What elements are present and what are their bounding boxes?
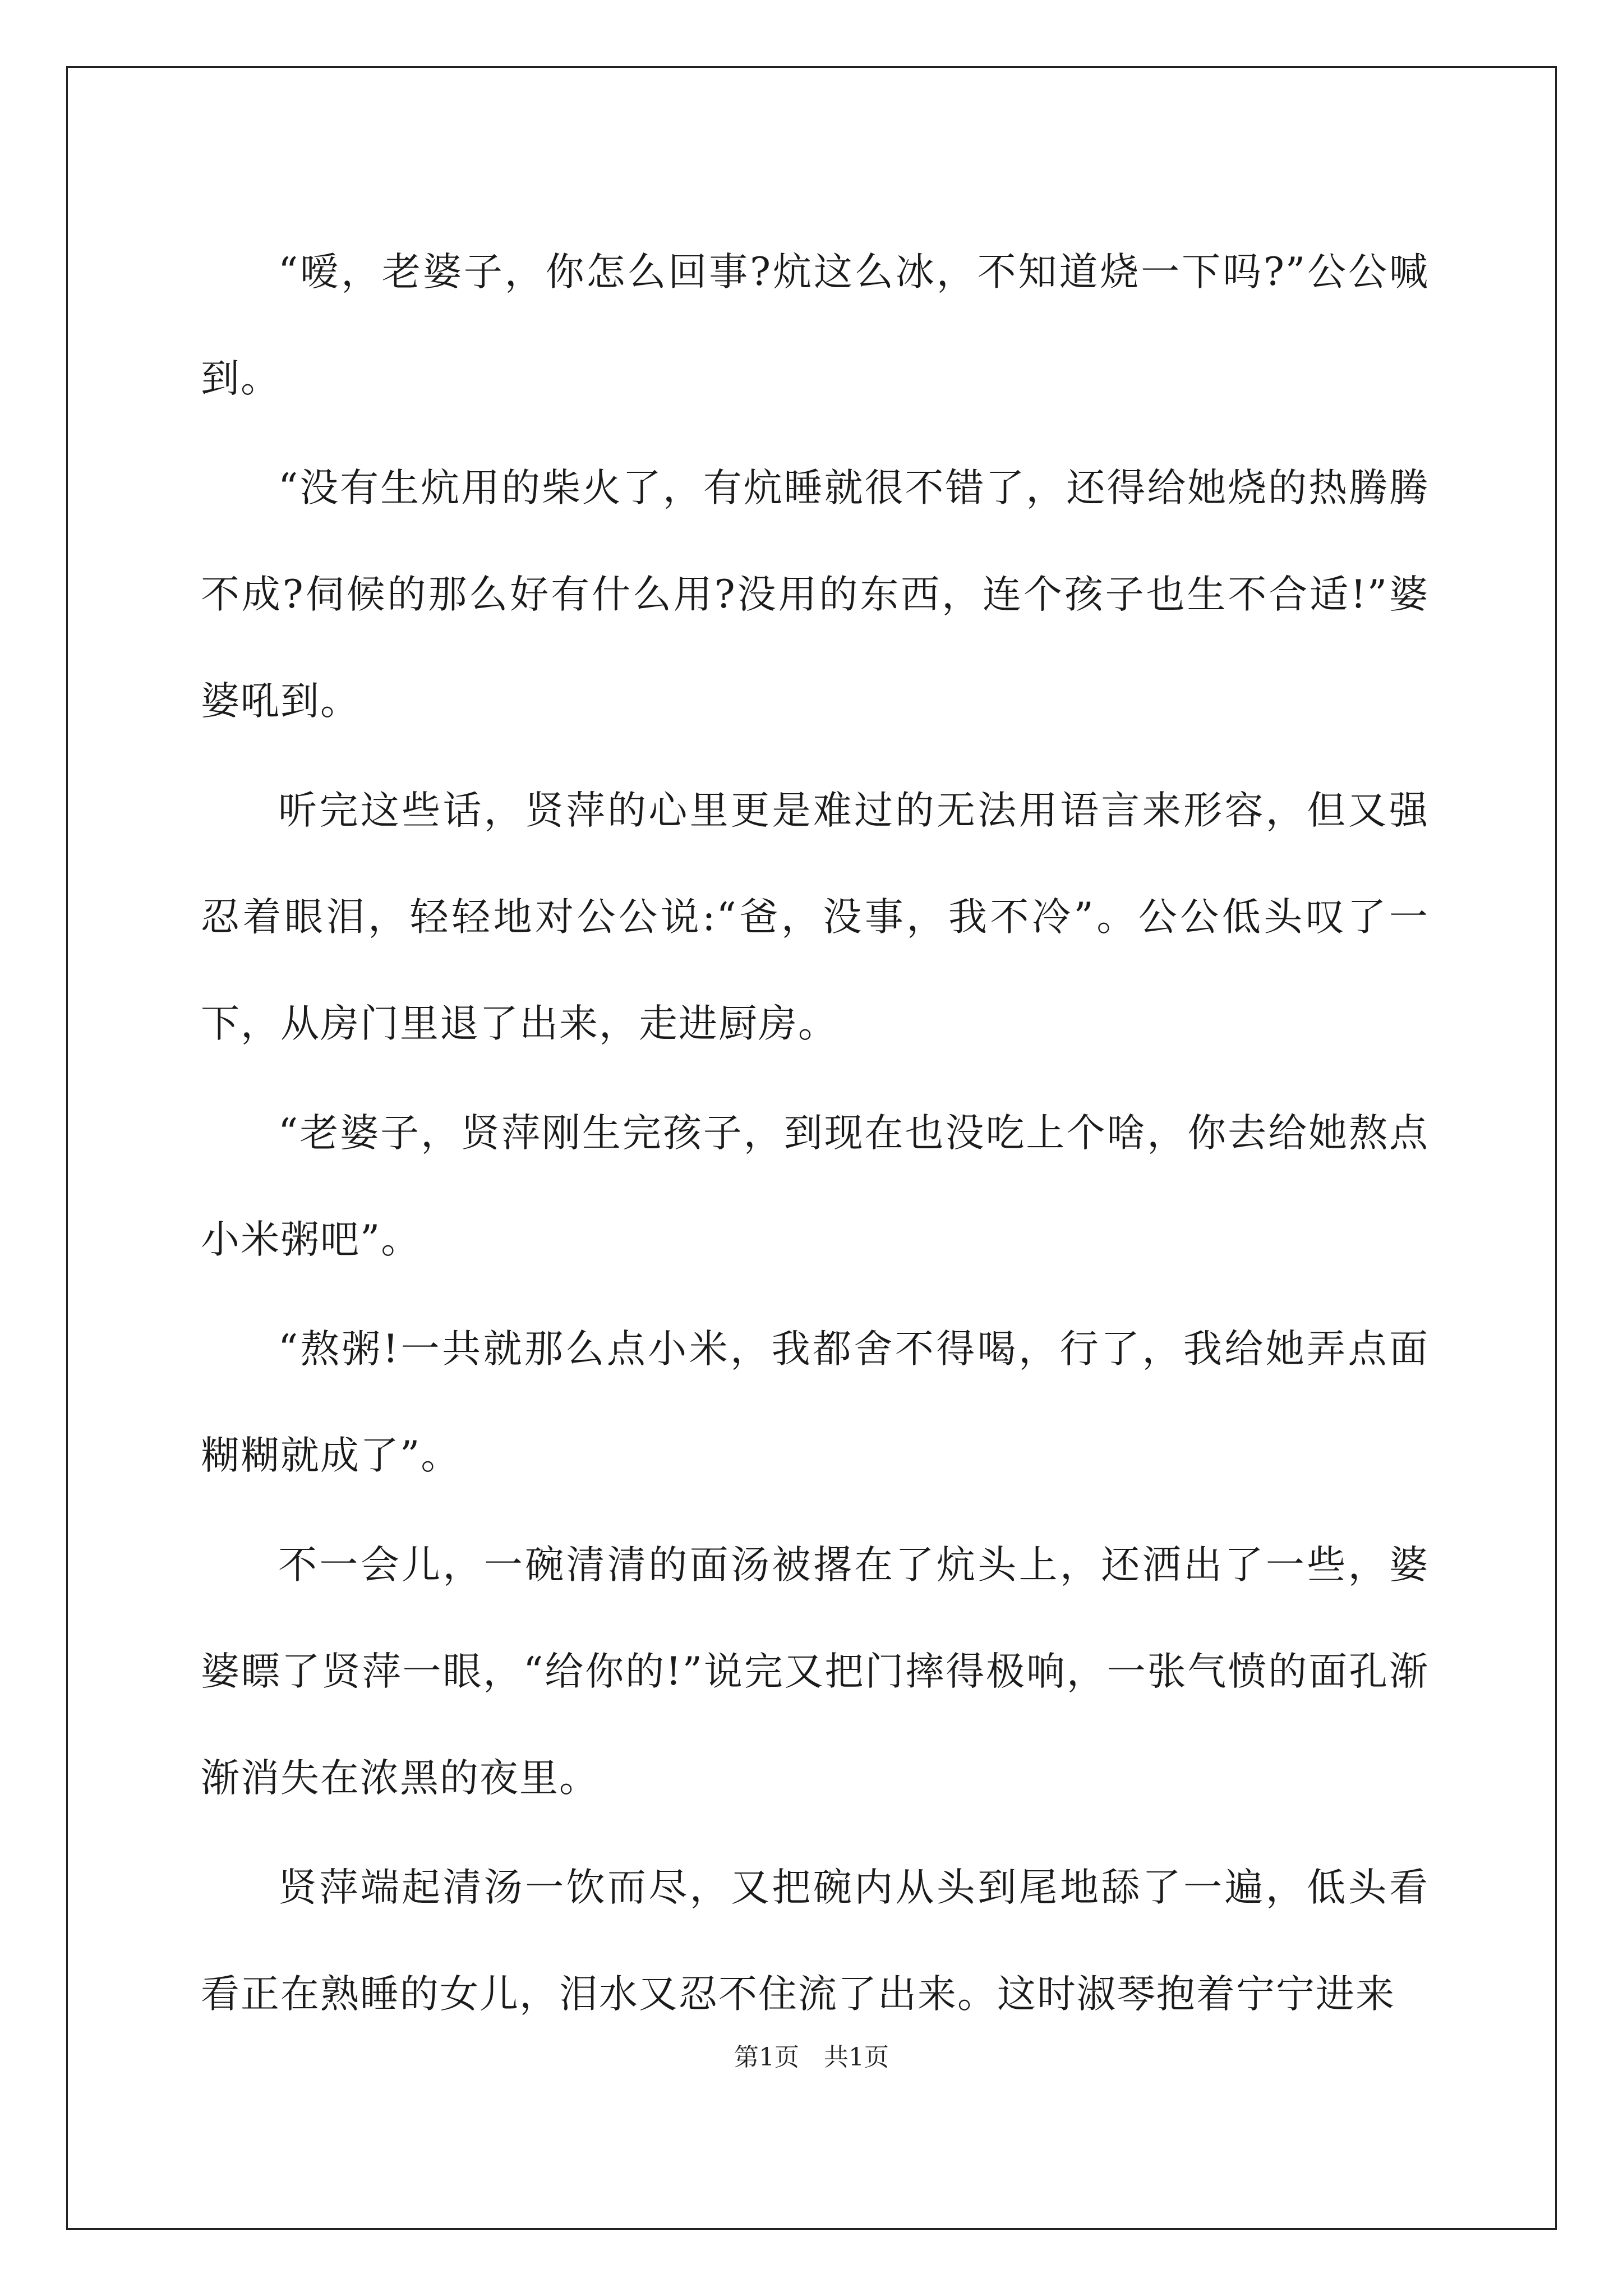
document-body [201,219,1429,2050]
paragraph: 听完这些话，贤萍的心里更是难过的无法用语言来形容，但又强忍着眼泪，轻轻地对公公说:“爸，没事，我不冷”。公公低头叹了一下，从房门里退了出来，走进厨房。 [201,788,1429,1046]
paragraph: 贤萍端起清汤一饮而尽，又把碗内从头到尾地舔了一遍，低头看看正在熟睡的女儿，泪水又忍不住流了出来。这时淑琴抱着宁宁进来 [201,1865,1429,2017]
paragraph: “嗳，老婆子，你怎么回事?炕这么冰，不知道烧一下吗?”公公喊到。 [201,250,1429,401]
page-number-footer: 第1页 共1页 [734,2043,889,2072]
paragraph: “没有生炕用的柴火了，有炕睡就很不错了，还得给她烧的热腾腾不成?伺候的那么好有什么用?没用的东西，连个孩子也生不合适!”婆婆吼到。 [201,466,1429,724]
paragraph: “熬粥!一共就那么点小米，我都舍不得喝，行了，我给她弄点面糊糊就成了”。 [201,1327,1429,1478]
paragraph: “老婆子，贤萍刚生完孩子，到现在也没吃上个啥，你去给她熬点小米粥吧”。 [201,1111,1429,1262]
paragraph: 不一会儿，一碗清清的面汤被撂在了炕头上，还洒出了一些，婆婆瞟了贤萍一眼，“给你的!”说完又把门摔得极响，一张气愤的面孔渐渐消失在浓黑的夜里。 [201,1543,1429,1801]
